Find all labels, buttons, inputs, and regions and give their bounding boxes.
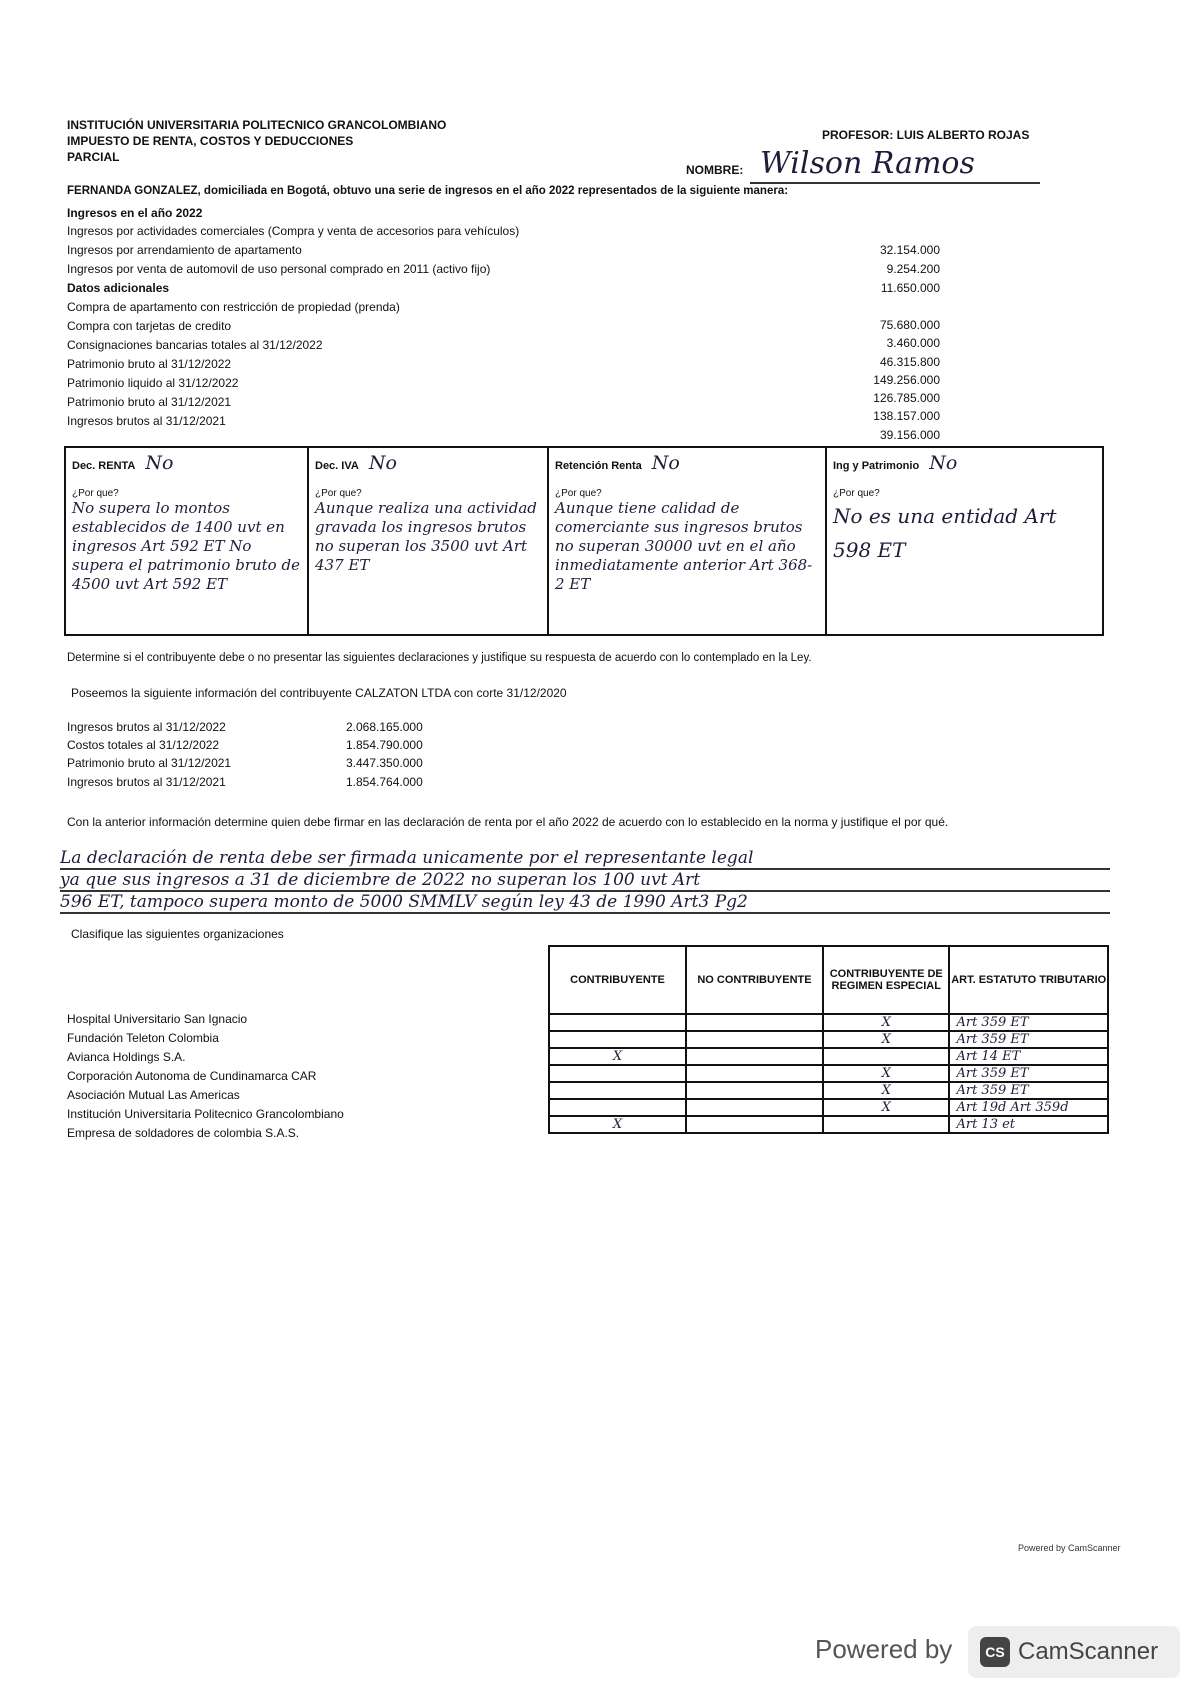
dec-iva-justification: Aunque realiza una actividad gravada los ingresos brutos no superan los 3500 uvt Art 437 ET [315, 499, 537, 574]
cell-contribuyente [549, 1099, 686, 1116]
cell-contribuyente: X [549, 1048, 686, 1065]
ingresos-heading: Ingresos en el año 2022 [67, 206, 203, 220]
organization-name: Corporación Autonoma de Cundinamarca CAR [67, 1069, 317, 1083]
cell-no-contribuyente [686, 1099, 823, 1116]
table-row [549, 1065, 1108, 1082]
name-label: NOMBRE: [686, 163, 744, 177]
ingreso-value: 3.460.000 [886, 336, 940, 350]
cell-regimen-especial: X [823, 1099, 950, 1116]
dec-iva-answer: No [368, 452, 397, 474]
retencion-renta-cell [549, 448, 827, 634]
dec-renta-title: Dec. RENTA [72, 460, 136, 472]
cell-contribuyente [549, 1082, 686, 1099]
ingreso-label: Patrimonio liquido al 31/12/2022 [67, 376, 239, 390]
exam-label: PARCIAL [67, 150, 120, 164]
table-row [549, 1082, 1108, 1099]
student-name: Wilson Ramos [750, 146, 1040, 184]
cell-articulo: Art 13 et [949, 1116, 1108, 1133]
organization-name: Avianca Holdings S.A. [67, 1050, 186, 1064]
ing-patrimonio-cell [827, 448, 1102, 634]
cell-regimen-especial: X [823, 1031, 950, 1048]
ingreso-value: 32.154.000 [879, 243, 940, 257]
camscanner-brand: CamScanner [1018, 1638, 1159, 1665]
ing-patrimonio-title: Ing y Patrimonio [833, 460, 920, 472]
ingreso-label: Patrimonio bruto al 31/12/2022 [67, 357, 232, 371]
ingreso-label: Ingresos por venta de automovil de uso personal comprado en 2011 (activo fijo) [67, 262, 491, 276]
cell-no-contribuyente [686, 1014, 823, 1031]
ingreso-label: Compra de apartamento con restricción de propiedad (prenda) [67, 300, 400, 314]
why-label: ¿Por que? [72, 488, 119, 499]
calzaton-answer-line: 596 ET, tampoco supera monto de 5000 SMMLV según ley 43 de 1990 Art3 Pg2 [60, 892, 1110, 914]
cell-articulo: Art 19d Art 359d [949, 1099, 1108, 1116]
ingreso-label: Consignaciones bancarias totales al 31/12/2022 [67, 338, 323, 352]
calzaton-label: Ingresos brutos al 31/12/2021 [67, 775, 226, 789]
dec-renta-justification: No supera lo montos establecidos de 1400 uvt en ingresos Art 592 ET No supera el patrimonio bruto de 4500 uvt Art 592 ET [72, 499, 300, 593]
organization-name: Hospital Universitario San Ignacio [67, 1012, 248, 1026]
cell-no-contribuyente [686, 1048, 823, 1065]
powered-by-text: Powered by [815, 1634, 953, 1664]
dec-renta-answer: No [145, 452, 174, 474]
intro-text: FERNANDA GONZALEZ, domiciliada en Bogotá, obtuvo una serie de ingresos en el año 2022 representados de la siguiente manera: [67, 185, 789, 197]
organization-name: Institución Universitaria Politecnico Grancolombiano [67, 1107, 344, 1121]
organization-name: Empresa de soldadores de colombia S.A.S. [67, 1126, 300, 1140]
cell-articulo: Art 359 ET [949, 1065, 1108, 1082]
professor-label: PROFESOR: LUIS ALBERTO ROJAS [822, 128, 1030, 142]
calzaton-value: 2.068.165.000 [346, 720, 423, 734]
ingreso-value: 75.680.000 [879, 318, 940, 332]
cell-contribuyente [549, 1031, 686, 1048]
declaraciones-table [64, 446, 1104, 636]
calzaton-label: Patrimonio bruto al 31/12/2021 [67, 756, 232, 770]
ingreso-label: Patrimonio bruto al 31/12/2021 [67, 395, 232, 409]
table-row [549, 1031, 1108, 1048]
cell-no-contribuyente [686, 1031, 823, 1048]
ingreso-value: 138.157.000 [873, 409, 940, 423]
camscanner-logo-icon: CS [980, 1637, 1010, 1667]
why-label: ¿Por que? [833, 488, 880, 499]
cell-contribuyente [549, 1014, 686, 1031]
course-title: IMPUESTO DE RENTA, COSTOS Y DEDUCCIONES [67, 134, 354, 148]
ingreso-value: 11.650.000 [880, 281, 940, 295]
retencion-renta-title: Retención Renta [555, 460, 642, 472]
cell-regimen-especial: X [823, 1014, 950, 1031]
ingreso-value: 39.156.000 [879, 428, 940, 442]
ingreso-value: 126.785.000 [873, 391, 940, 405]
camscanner-badge [968, 1626, 1180, 1678]
cell-no-contribuyente [686, 1082, 823, 1099]
clasificacion-table [548, 945, 1109, 1134]
ingreso-label: Ingresos por actividades comerciales (Compra y venta de accesorios para vehículos) [67, 224, 520, 238]
calzaton-label: Ingresos brutos al 31/12/2022 [67, 720, 226, 734]
cell-regimen-especial [823, 1048, 950, 1065]
ingreso-value: 149.256.000 [873, 373, 940, 387]
calzaton-answer-line: ya que sus ingresos a 31 de diciembre de 2022 no superan los 100 uvt Art [60, 870, 1110, 892]
organization-name: Fundación Teleton Colombia [67, 1031, 219, 1045]
cell-regimen-especial [823, 1116, 950, 1133]
table-row [549, 1116, 1108, 1133]
calzaton-intro: Poseemos la siguiente información del contribuyente CALZATON LTDA con corte 31/12/2020 [71, 686, 567, 700]
datos-adicionales-label: Datos adicionales [67, 281, 170, 295]
cell-articulo: Art 359 ET [949, 1082, 1108, 1099]
organization-name: Asociación Mutual Las Americas [67, 1088, 240, 1102]
cell-regimen-especial: X [823, 1065, 950, 1082]
calzaton-label: Costos totales al 31/12/2022 [67, 738, 220, 752]
cell-no-contribuyente [686, 1116, 823, 1133]
clasificacion-question: Clasifique las siguientes organizaciones [71, 927, 284, 941]
dec-iva-title: Dec. IVA [315, 460, 359, 472]
ingreso-label: Ingresos por arrendamiento de apartamento [67, 243, 302, 257]
column-header: CONTRIBUYENTE [549, 946, 686, 1014]
ingreso-value: 9.254.200 [886, 262, 940, 276]
column-header: ART. ESTATUTO TRIBUTARIO [949, 946, 1108, 1014]
retencion-renta-answer: No [651, 452, 680, 474]
why-label: ¿Por que? [315, 488, 362, 499]
cell-regimen-especial: X [823, 1082, 950, 1099]
question-1: Determine si el contribuyente debe o no presentar las siguientes declaraciones y justifique su respuesta de acuerdo con lo contemplado en la Ley. [67, 652, 812, 664]
ing-patrimonio-justification: No es una entidad Art 598 ET [833, 504, 1057, 562]
calzaton-value: 3.447.350.000 [346, 756, 423, 770]
institution-title: INSTITUCIÓN UNIVERSITARIA POLITECNICO GRANCOLOMBIANO [67, 118, 447, 132]
column-header: CONTRIBUYENTE DE REGIMEN ESPECIAL [823, 946, 950, 1014]
table-row [549, 1014, 1108, 1031]
calzaton-value: 1.854.764.000 [346, 775, 423, 789]
cell-articulo: Art 14 ET [949, 1048, 1108, 1065]
calzaton-question: Con la anterior información determine quien debe firmar en las declaración de renta por el año 2022 de acuerdo con lo establecido en la norma y justifique el por qué. [67, 815, 949, 829]
calzaton-answer-line: La declaración de renta debe ser firmada unicamente por el representante legal [60, 848, 1110, 870]
calzaton-value: 1.854.790.000 [346, 738, 423, 752]
table-row [549, 1099, 1108, 1116]
ingreso-label: Compra con tarjetas de credito [67, 319, 232, 333]
ing-patrimonio-answer: No [929, 452, 958, 474]
cell-contribuyente: X [549, 1116, 686, 1133]
why-label: ¿Por que? [555, 488, 602, 499]
cell-contribuyente [549, 1065, 686, 1082]
retencion-renta-justification: Aunque tiene calidad de comerciante sus ingresos brutos no superan 30000 uvt en el año inmediatamente anterior Art 368-2 ET [555, 499, 813, 593]
cell-articulo: Art 359 ET [949, 1014, 1108, 1031]
table-header-row [549, 946, 1108, 1014]
ingreso-value: 46.315.800 [879, 355, 940, 369]
dec-renta-cell [66, 448, 309, 634]
table-row [549, 1048, 1108, 1065]
dec-iva-cell [309, 448, 549, 634]
cell-no-contribuyente [686, 1065, 823, 1082]
cell-articulo: Art 359 ET [949, 1031, 1108, 1048]
ingreso-label: Ingresos brutos al 31/12/2021 [67, 414, 226, 428]
column-header: NO CONTRIBUYENTE [686, 946, 823, 1014]
small-watermark: Powered by CamScanner [1018, 1543, 1121, 1553]
